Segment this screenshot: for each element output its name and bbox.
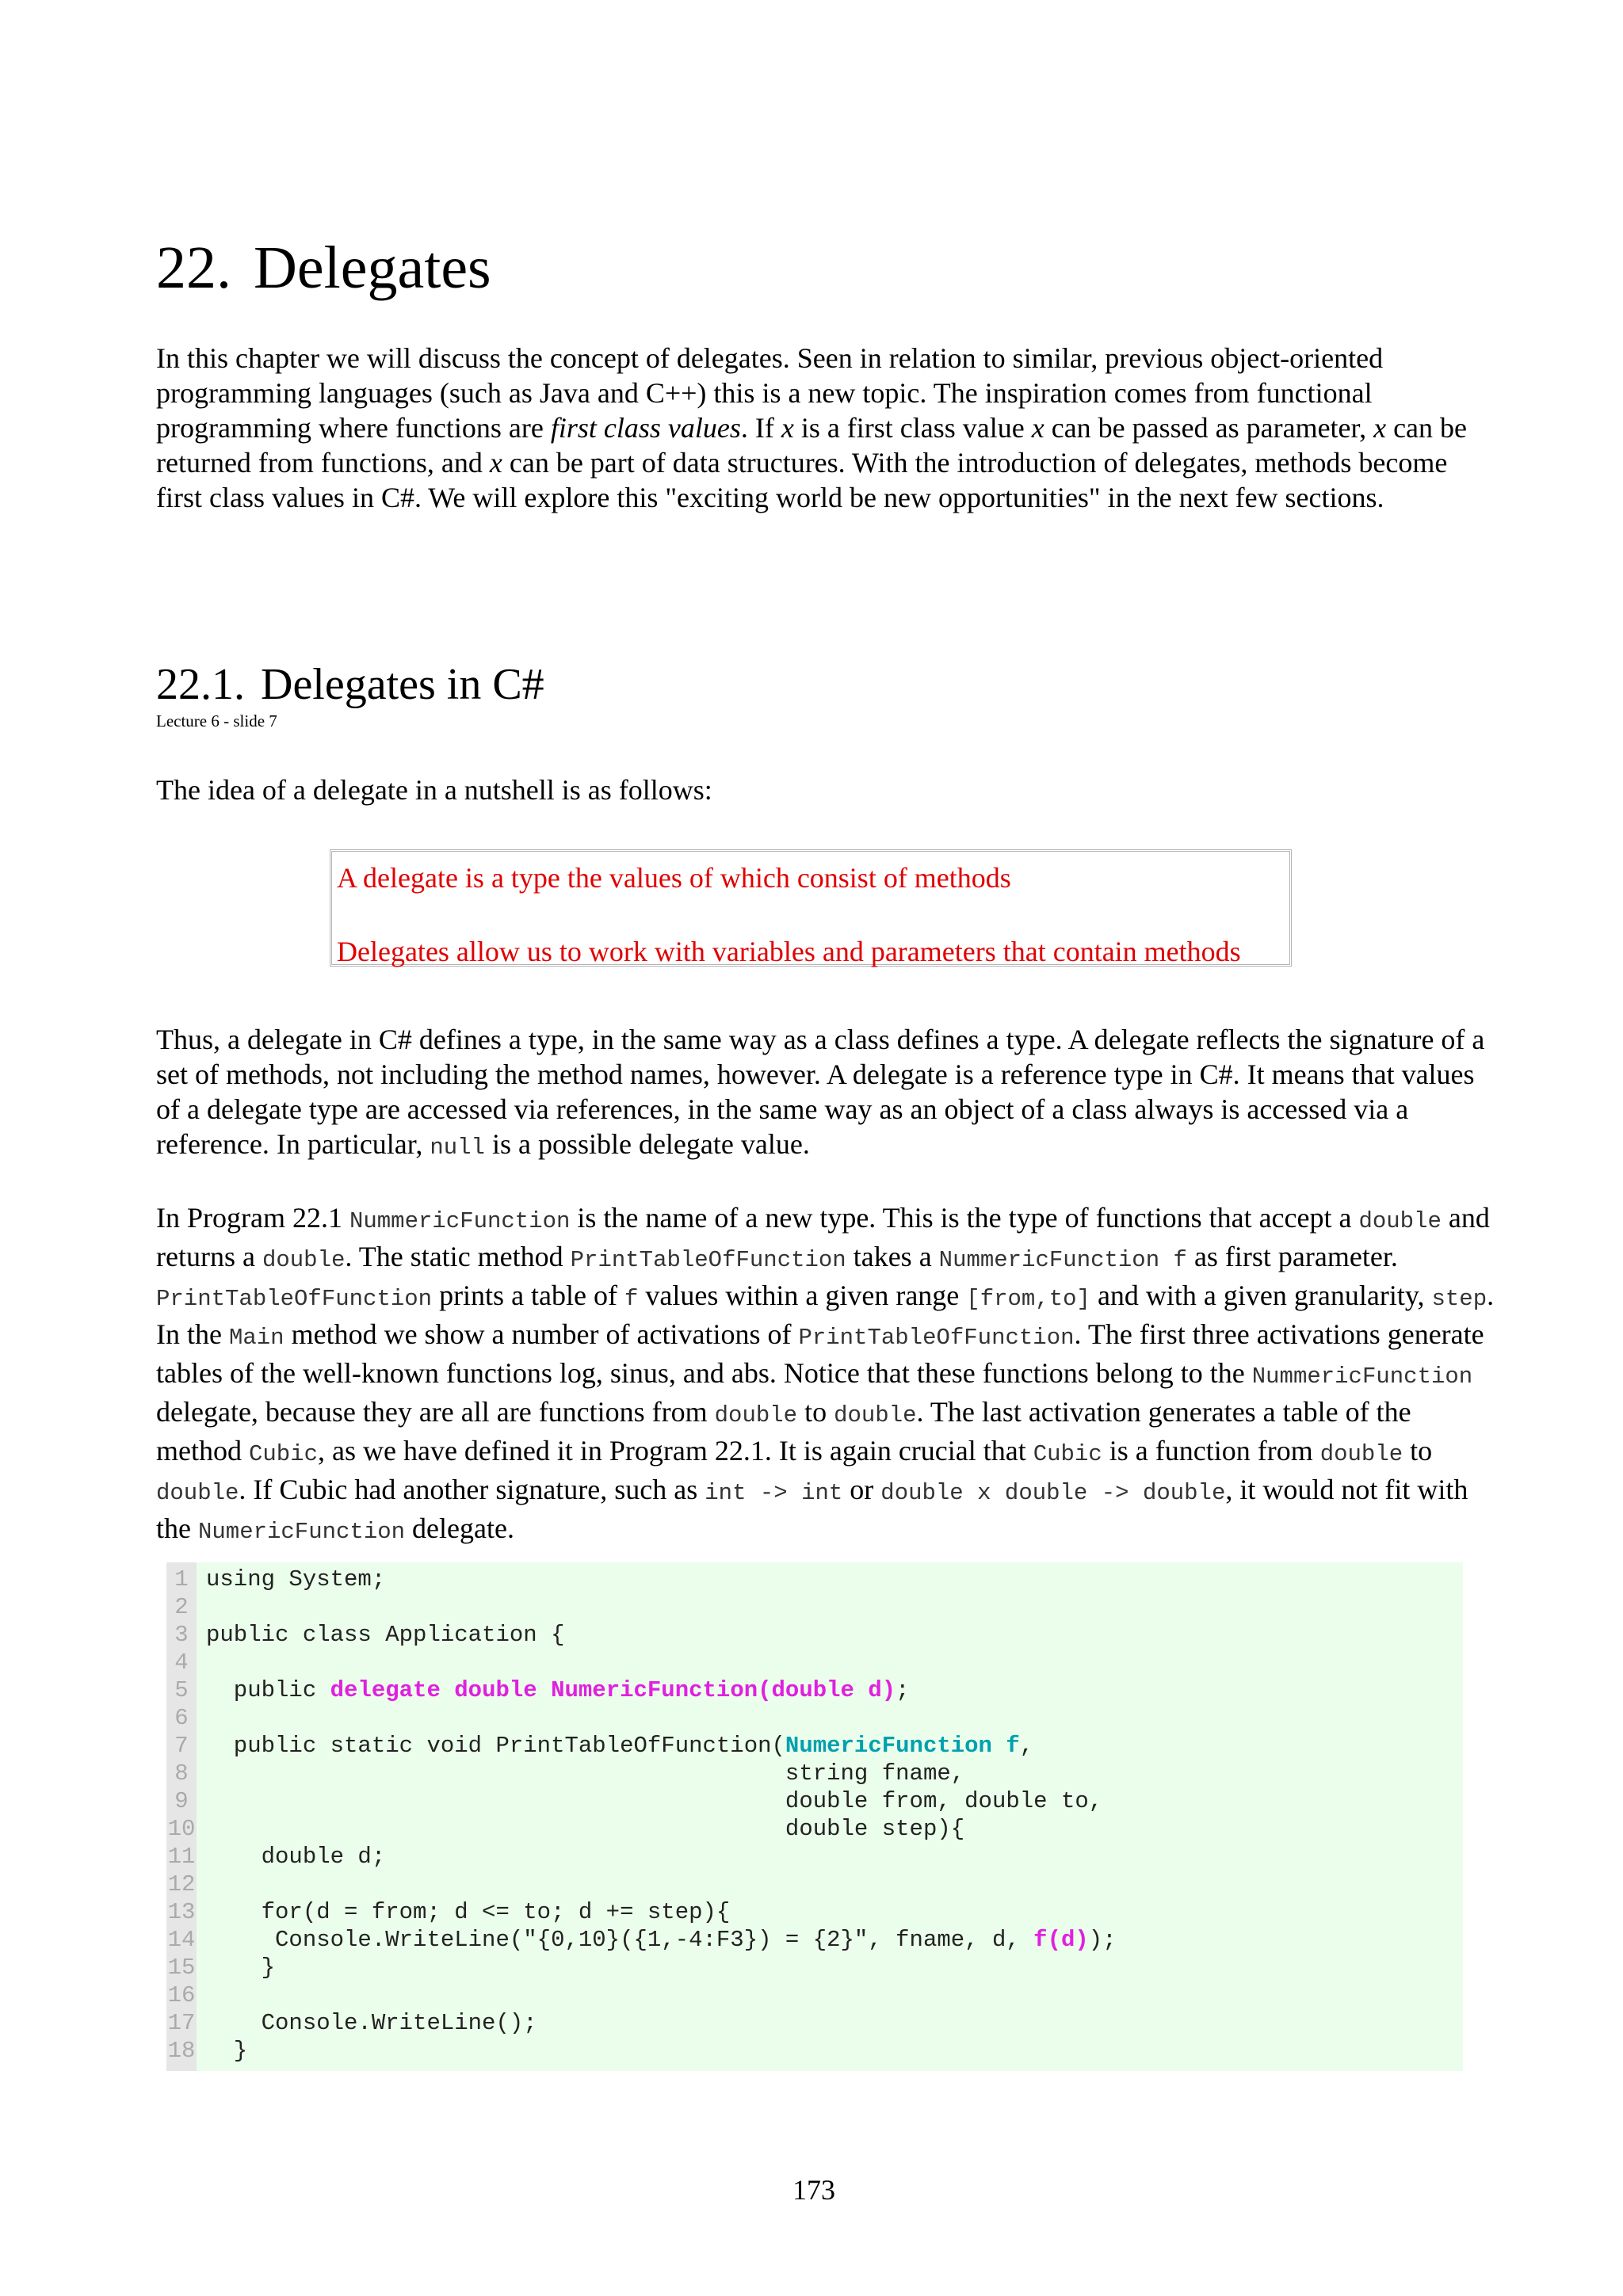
code-text: using System; [206, 1566, 386, 1592]
line-number: 9 [174, 1788, 189, 1814]
lecture-slide-reference: Lecture 6 - slide 7 [156, 711, 277, 730]
line-number: 13 [167, 1899, 196, 1925]
line-number: 3 [174, 1622, 189, 1648]
text-run: values within a given range [638, 1280, 967, 1311]
code-text: Console.WriteLine(); [206, 2010, 537, 2036]
inline-code: PrintTableOfFunction [156, 1286, 433, 1312]
text-run: is a first class value [793, 412, 1032, 444]
text-run: . If [740, 412, 781, 444]
code-run: public [206, 1677, 330, 1703]
idea-paragraph: The idea of a delegate in a nutshell is as follows: [156, 774, 712, 806]
emphasis-x: x [489, 447, 502, 479]
line-number: 18 [167, 2038, 196, 2064]
text-run: takes a [846, 1241, 939, 1272]
text-run: delegate. [405, 1512, 514, 1544]
code-text: double from, double to, [206, 1788, 1103, 1814]
callout-line-2: Delegates allow us to work with variables and parameters that contain methods [337, 936, 1241, 967]
text-run: as first parameter. [1186, 1241, 1398, 1272]
definition-callout-box [330, 849, 1292, 967]
line-number: 15 [167, 1955, 196, 1981]
inline-code: NummericFunction [349, 1208, 571, 1234]
inline-code: f [624, 1286, 639, 1312]
line-number: 8 [174, 1760, 189, 1787]
inline-code: double [714, 1402, 798, 1428]
inline-code: int -> int [705, 1480, 843, 1506]
inline-code: NummericFunction [1251, 1363, 1473, 1390]
program-explanation-paragraph [156, 1200, 1495, 1550]
text-run: prints a table of [432, 1280, 624, 1311]
line-number: 5 [174, 1677, 189, 1703]
inline-code: double [1358, 1208, 1442, 1234]
text-run: is a possible delegate value. [484, 1128, 810, 1160]
text-run: or [842, 1474, 881, 1505]
code-text: double step){ [206, 1816, 965, 1842]
line-number: 14 [167, 1927, 196, 1953]
chapter-title [156, 235, 491, 301]
emphasis-x: x [1031, 412, 1044, 444]
inline-code: [from,to] [966, 1286, 1090, 1312]
line-number: 11 [167, 1844, 196, 1870]
line-number: 16 [167, 1982, 196, 2008]
line-number: 7 [174, 1733, 189, 1759]
text-run: . The static method [345, 1241, 571, 1272]
line-number: 12 [167, 1871, 196, 1897]
code-text: } [206, 2038, 248, 2064]
text-run: In this chapter we will discuss the concept of delegates. Seen in relation to similar, previous object-oriented programming languages (such as Java and C++) this is a new topic. The inspiration comes from functional programming where functions are [156, 342, 1384, 444]
inline-code: double x double -> double [880, 1480, 1226, 1506]
text-run: . If Cubic had another signature, such as [239, 1474, 705, 1505]
section-title-text: Delegates in C# [261, 660, 544, 709]
code-run: Console.WriteLine("{0,10}({1,-4:F3}) = {2}", fname, d, [206, 1927, 1034, 1953]
line-number: 1 [174, 1566, 189, 1592]
line-number: 10 [167, 1816, 196, 1842]
inline-code: null [430, 1135, 485, 1161]
inline-code: Cubic [1033, 1441, 1102, 1467]
inline-code: PrintTableOfFunction [798, 1325, 1075, 1351]
chapter-title-text: Delegates [254, 235, 491, 301]
section-number: 22.1. [156, 660, 245, 709]
text-run: . In the [156, 1280, 1495, 1350]
text-run: , it would not fit with the [156, 1474, 1468, 1544]
code-highlight-call: f(d) [1033, 1927, 1089, 1953]
code-highlight-delegate: delegate double NumericFunction(double d) [330, 1677, 896, 1703]
text-run: can be passed as parameter, [1044, 412, 1374, 444]
text-run: method we show a number of activations of [284, 1318, 799, 1350]
code-text [206, 1732, 1033, 1760]
section-title [156, 662, 544, 707]
text-run: . The first three activations generate tables of the well-known functions log, sinus, and abs. Notice that these functions belong to the [156, 1318, 1484, 1389]
emphasis-x: x [1373, 412, 1387, 444]
text-run: , as we have defined it in Program 22.1. It is again crucial that [318, 1435, 1033, 1466]
text-run: delegate, because they are all are functions from [156, 1396, 715, 1428]
inline-code: step [1431, 1286, 1487, 1312]
page-number: 173 [792, 2174, 835, 2206]
inline-code: double [156, 1480, 239, 1506]
code-text: string fname, [206, 1760, 965, 1787]
text-run: In Program 22.1 [156, 1202, 349, 1234]
code-text: for(d = from; d <= to; d += step){ [206, 1899, 731, 1925]
text-run: can be returned from functions, and [156, 412, 1467, 479]
text-run: to [1403, 1435, 1433, 1466]
program-listing [166, 1562, 1463, 2071]
delegate-type-paragraph [156, 1022, 1495, 1165]
code-text [206, 1926, 1117, 1954]
emphasis-x: x [781, 412, 794, 444]
callout-line-1: A delegate is a type the values of which consist of methods [337, 862, 1011, 894]
text-run: is a function from [1102, 1435, 1320, 1466]
code-text: double d; [206, 1844, 386, 1870]
inline-code: Main [228, 1325, 285, 1351]
code-text [206, 1676, 910, 1704]
code-run: , [1019, 1733, 1034, 1759]
line-number: 17 [167, 2010, 196, 2036]
line-number: 6 [174, 1705, 189, 1731]
code-run: ; [896, 1677, 910, 1703]
emphasis-first-class-values: first class values [550, 412, 741, 444]
text-run: Thus, a delegate in C# defines a type, in the same way as a class defines a type. A delegate reflects the signature of a set of methods, not including the method names, however. A delegate is a reference type in C#. It means that values of a delegate type are accessed via references, in the same way as an object of a class always is accessed via a reference. In particular, [156, 1024, 1485, 1160]
line-number: 4 [174, 1650, 189, 1676]
text-run: . The last activation generates a table of the method [156, 1396, 1411, 1466]
text-run: is the name of a new type. This is the type of functions that accept a [570, 1202, 1359, 1234]
text-run: to [797, 1396, 834, 1428]
inline-code: double [262, 1247, 346, 1273]
inline-code: NummericFunction f [938, 1247, 1187, 1273]
inline-code: NumericFunction [197, 1519, 406, 1545]
code-highlight-parameter: NumericFunction f [785, 1733, 1020, 1759]
code-run: public static void PrintTableOfFunction( [206, 1733, 785, 1759]
inline-code: double [1319, 1441, 1403, 1467]
inline-code: PrintTableOfFunction [570, 1247, 846, 1273]
chapter-number: 22. [156, 235, 231, 301]
code-run: ); [1088, 1927, 1117, 1953]
intro-paragraph [156, 341, 1495, 515]
text-run: can be part of data structures. With the introduction of delegates, methods become first class values in C#. We will explore this "exciting world be new opportunities" in the next few sections. [156, 447, 1448, 513]
text-run: and with a given granularity, [1090, 1280, 1432, 1311]
code-text: public class Application { [206, 1622, 565, 1648]
inline-code: double [834, 1402, 917, 1428]
inline-code: Cubic [248, 1441, 318, 1467]
text-run: and returns a [156, 1202, 1490, 1272]
code-text: } [206, 1955, 276, 1981]
line-number: 2 [174, 1594, 189, 1620]
